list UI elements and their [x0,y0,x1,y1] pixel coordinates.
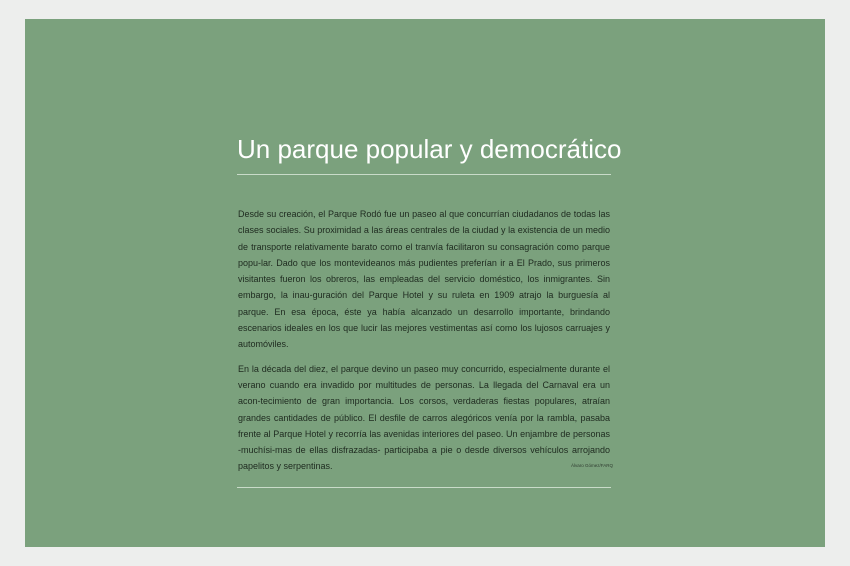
bottom-divider [237,487,611,488]
article-title: Un parque popular y democrático [237,134,622,164]
paragraph-1: Desde su creación, el Parque Rodó fue un paseo al que concurrían ciudadanos de todas las clases sociales. Su proximidad a las áreas centrales de la ciudad y la existencia de un medio de transporte relativamente barato como el tranvía facilitaron su consagración como parque popu-lar. Dado que los montevideanos más pudientes preferían ir a El Prado, sus primeros visitantes fueron los obreros, las empleadas del servicio doméstico, los inmigrantes. Sin embargo, la inau-guración del Parque Hotel y su ruleta en 1909 atrajo la burguesía al parque. En esa época, éste ya había alcanzado un desarrollo importante, brindando escenarios ideales en los que lucir las mejores vestimentas así como los lujosos carruajes y automóviles. [238,209,610,350]
title-divider [237,174,611,175]
article-body [238,206,610,483]
author-credit: Álvaro Gómez/FARQ [570,463,613,468]
paragraph-2: En la década del diez, el parque devino un paseo muy concurrido, especialmente durante el verano cuando era invadido por multitudes de personas. La llegada del Carnaval era un acon-tecimiento de gran importancia. Los corsos, verdaderas fiestas populares, atraían grandes cantidades de público. El desfile de carros alegóricos venía por la rambla, pasaba frente al Parque Hotel y recorría las avenidas interiores del paseo. Un enjambre de personas -muchísi-mas de ellas disfrazadas- participaba a pie o desde diversos vehículos arrojando papelitos y serpentinas. [238,363,610,472]
content-panel [25,19,825,547]
